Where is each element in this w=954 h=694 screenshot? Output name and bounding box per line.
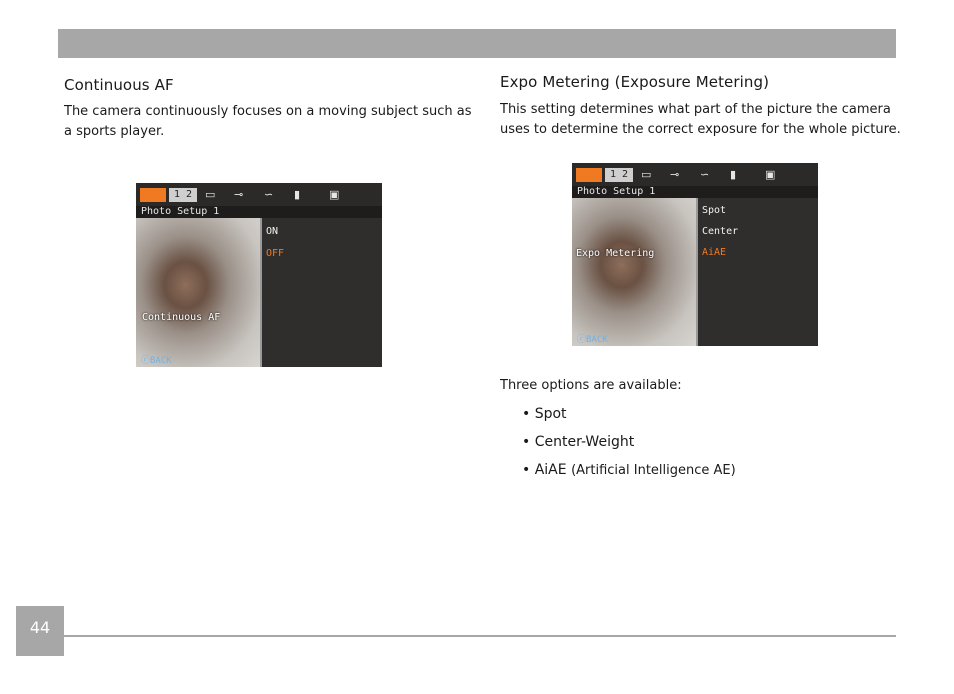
option-aiae: AiAE bbox=[702, 247, 727, 258]
description-line: a sports player. bbox=[64, 123, 165, 139]
list-note: (Artificial Intelligence AE) bbox=[571, 463, 736, 478]
back-label: ⓒBACK bbox=[577, 335, 608, 345]
list-term: AiAE bbox=[534, 462, 567, 478]
header-bar bbox=[58, 29, 896, 58]
intro-text: Three options are available: bbox=[500, 378, 682, 393]
camera-icon bbox=[576, 168, 602, 182]
option-spot: Spot bbox=[702, 205, 727, 216]
screen-title: Photo Setup 1 bbox=[136, 206, 382, 218]
key-icon: ⊸ bbox=[670, 168, 680, 181]
setting-label: Continuous AF bbox=[142, 312, 221, 323]
option-menu bbox=[260, 218, 382, 367]
curve-icon: ∽ bbox=[700, 168, 710, 181]
curve-icon: ∽ bbox=[264, 188, 274, 201]
list-term: Center-Weight bbox=[534, 434, 635, 450]
list-item: • Spot bbox=[522, 406, 567, 422]
preview-photo bbox=[572, 198, 696, 346]
list-item: • Center-Weight bbox=[522, 434, 635, 450]
expo-metering-description bbox=[500, 100, 901, 139]
frame-icon: ▭ bbox=[641, 168, 652, 181]
option-off: OFF bbox=[266, 248, 285, 259]
frame-icon: ▭ bbox=[205, 188, 216, 201]
tab-photo-setup: 1 2 bbox=[605, 168, 633, 182]
back-label: ⓒBACK bbox=[141, 356, 172, 366]
preview-photo bbox=[136, 218, 260, 367]
battery-icon: ▮ bbox=[294, 188, 301, 201]
continuous-af-heading: Continuous AF bbox=[64, 76, 174, 94]
tab-photo-setup: 1 2 bbox=[169, 188, 197, 202]
options-intro bbox=[500, 376, 682, 396]
options-list bbox=[522, 405, 736, 489]
description-line: The camera continuously focuses on a moving subject such as bbox=[64, 104, 472, 119]
expo-metering-heading: Expo Metering (Exposure Metering) bbox=[500, 73, 770, 91]
description-line: uses to determine the correct exposure for the whole picture. bbox=[500, 121, 901, 137]
list-item: • AiAE (Artificial Intelligence AE) bbox=[522, 462, 736, 478]
list-term: Spot bbox=[534, 406, 567, 422]
option-on: ON bbox=[266, 226, 279, 237]
key-icon: ⊸ bbox=[234, 188, 244, 201]
option-center: Center bbox=[702, 226, 739, 237]
mode-icon: ▣ bbox=[765, 168, 776, 181]
continuous-af-description bbox=[64, 102, 472, 141]
camera-screen-expo-metering bbox=[572, 163, 818, 346]
camera-screen-continuous-af bbox=[136, 183, 382, 367]
description-line: This setting determines what part of the picture the camera bbox=[500, 102, 891, 117]
setting-label: Expo Metering bbox=[576, 248, 655, 259]
page-number: 44 bbox=[16, 606, 64, 656]
battery-icon: ▮ bbox=[730, 168, 737, 181]
footer-rule bbox=[64, 635, 896, 637]
option-menu bbox=[696, 198, 818, 346]
menu-icon-bar bbox=[572, 163, 818, 186]
screen-title: Photo Setup 1 bbox=[572, 186, 818, 198]
mode-icon: ▣ bbox=[329, 188, 340, 201]
menu-icon-bar bbox=[136, 183, 382, 206]
camera-icon bbox=[140, 188, 166, 202]
